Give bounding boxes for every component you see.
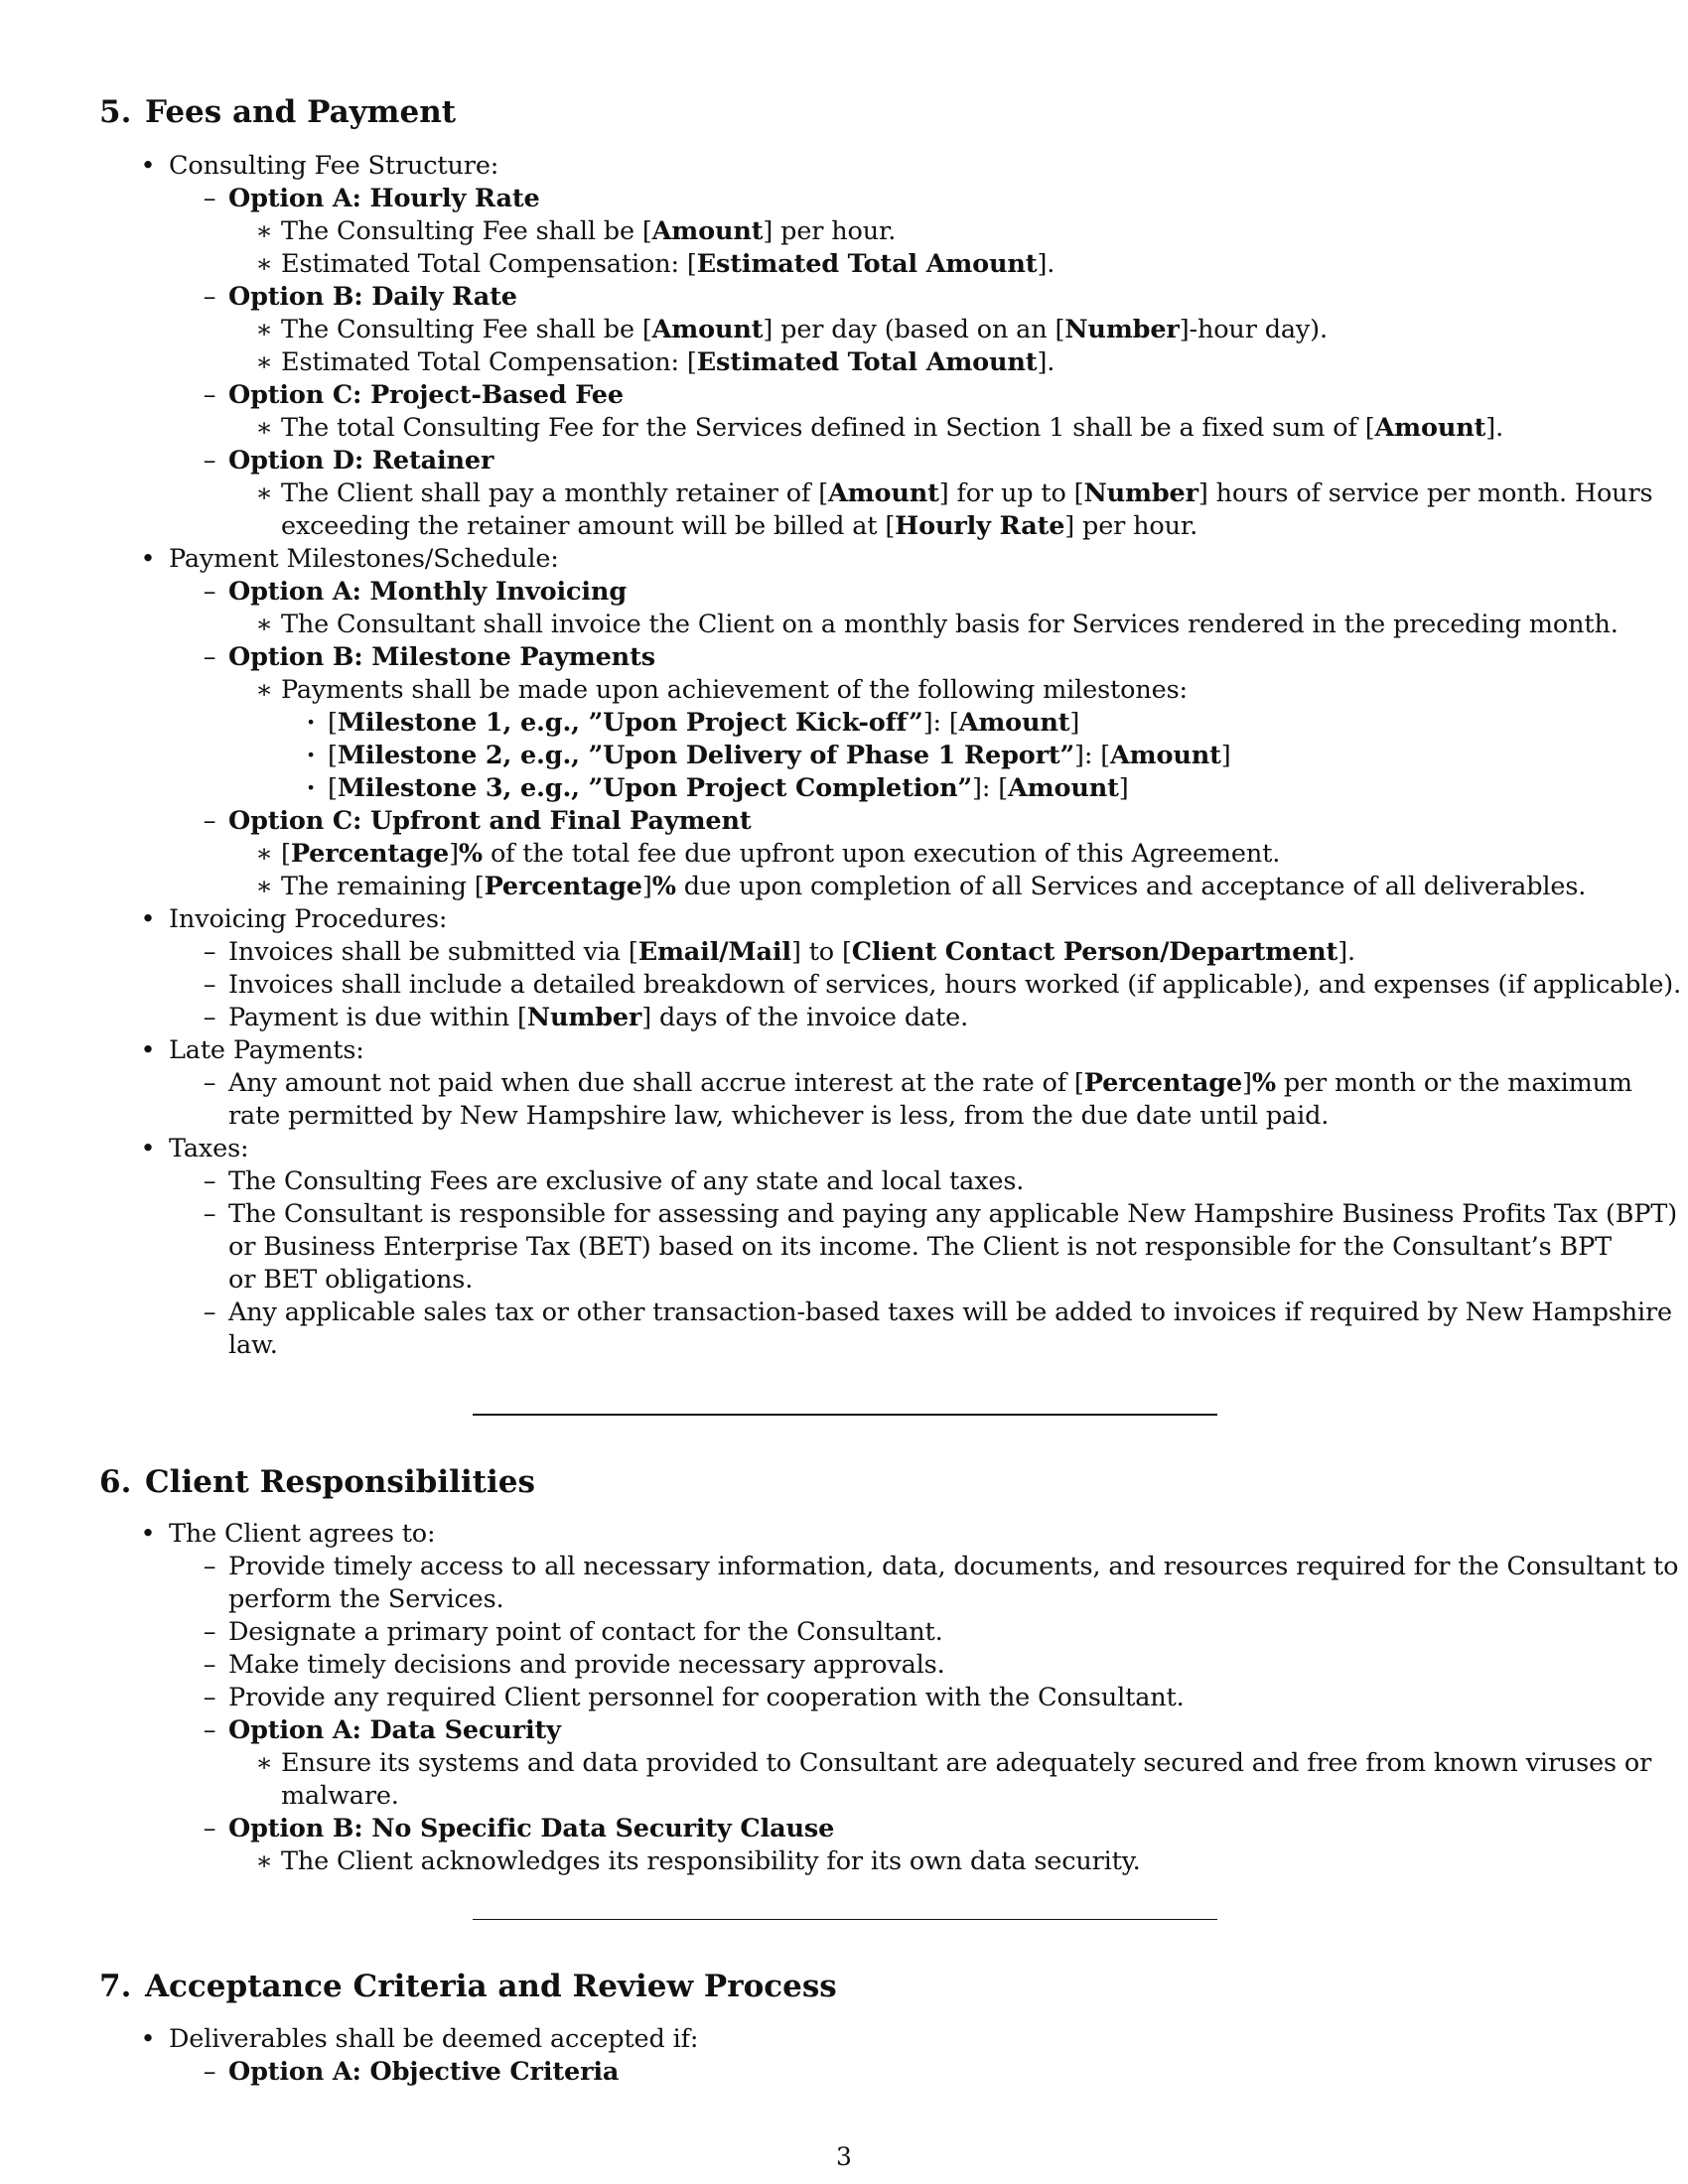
- list-item: • Taxes:: [140, 1134, 249, 1163]
- item-text: ] to [: [790, 937, 852, 967]
- item-text: ] days of the invoice date.: [641, 1003, 969, 1032]
- list-item: – Payment is due within [Number] days of the invoice date.: [203, 1003, 969, 1032]
- placeholder: Amount: [651, 315, 764, 344]
- page-number: 3: [836, 2142, 852, 2171]
- placeholder: Percentage: [484, 872, 642, 901]
- item-text: The Client shall pay a monthly retainer of [: [281, 478, 829, 508]
- item-text: Invoices shall include a detailed breakdown of services, hours worked (if applicable), and expenses (if applicable).: [228, 970, 1682, 1000]
- list-item-continued: or Business Enterprise Tax (BET) based on its income. The Client is not responsible for the Consultant’s BPT: [228, 1232, 1612, 1262]
- item-text: The remaining [: [281, 872, 485, 901]
- section-number: 7.: [99, 1969, 132, 2004]
- section-title: Client Responsibilities: [145, 1464, 535, 1500]
- section-number: 5.: [99, 94, 132, 130]
- section-divider: [473, 1414, 1217, 1416]
- list-item: ∗ The remaining [Percentage]% due upon completion of all Services and acceptance of all deliverables.: [255, 872, 1587, 901]
- option-title: Option C: Upfront and Final Payment: [228, 806, 752, 836]
- section-6-heading: [99, 1464, 535, 1500]
- item-text: ].: [1037, 249, 1055, 279]
- placeholder: Number: [1083, 478, 1198, 508]
- list-item: – Option A: Objective Criteria: [203, 2057, 620, 2087]
- list-item: • Deliverables shall be deemed accepted if:: [140, 2024, 699, 2054]
- item-text: of the total fee due upfront upon execution of this Agreement.: [490, 839, 1281, 869]
- item-text: The Consulting Fee shall be [: [281, 216, 652, 246]
- placeholder: Amount: [1110, 741, 1221, 770]
- list-item: – The Consulting Fees are exclusive of any state and local taxes.: [203, 1166, 1025, 1196]
- list-item: – Option B: No Specific Data Security Clause: [203, 1814, 835, 1843]
- placeholder: Amount: [1008, 773, 1119, 803]
- list-item: – Option A: Monthly Invoicing: [203, 577, 627, 607]
- list-item: ∗ Estimated Total Compensation: [Estimated Total Amount].: [255, 347, 1055, 377]
- list-item: ∗ Ensure its systems and data provided to Consultant are adequately secured and free from known viruses or: [255, 1748, 1652, 1778]
- list-item-continued: perform the Services.: [228, 1584, 504, 1614]
- placeholder: Estimated Total Amount: [696, 347, 1038, 377]
- placeholder: Percentage: [290, 839, 450, 869]
- item-text: ].: [1485, 413, 1504, 443]
- list-item: – Option A: Hourly Rate: [203, 184, 540, 213]
- list-item: – Provide timely access to all necessary information, data, documents, and resources required for the Consultant to: [203, 1552, 1679, 1581]
- list-item-continued: [281, 510, 1197, 543]
- list-item: – Provide any required Client personnel for cooperation with the Consultant.: [203, 1683, 1185, 1712]
- list-item: · [Milestone 3, e.g., ”Upon Project Completion”]: [Amount]: [306, 773, 1129, 803]
- item-text: Consulting Fee Structure:: [169, 151, 499, 181]
- item-text: Late Payments:: [169, 1035, 364, 1065]
- item-text: ] for up to [: [938, 478, 1084, 508]
- list-item: – Option C: Upfront and Final Payment: [203, 806, 752, 836]
- list-item: – Invoices shall be submitted via [Email/Mail] to [Client Contact Person/Department].: [203, 937, 1355, 967]
- list-item: • Invoicing Procedures:: [140, 904, 448, 934]
- option-title: Option B: Milestone Payments: [228, 642, 655, 672]
- option-title: Option C: Project-Based Fee: [228, 380, 624, 410]
- list-item: – Option B: Daily Rate: [203, 282, 517, 312]
- list-item-continued: malware.: [281, 1781, 399, 1811]
- placeholder: Hourly Rate: [895, 511, 1065, 541]
- item-text: ].: [1037, 347, 1055, 377]
- placeholder: Estimated Total Amount: [696, 249, 1038, 279]
- list-item: – Any applicable sales tax or other transaction-based taxes will be added to invoices if required by New Hampshire: [203, 1297, 1672, 1327]
- list-item: – Option D: Retainer: [203, 446, 494, 476]
- item-text: The Consulting Fees are exclusive of any state and local taxes.: [228, 1166, 1025, 1196]
- option-title: Option B: Daily Rate: [228, 282, 517, 312]
- item-text: Invoicing Procedures:: [169, 904, 448, 934]
- item-text: exceeding the retainer amount will be billed at [: [281, 511, 896, 541]
- option-title: Option A: Hourly Rate: [228, 184, 540, 213]
- placeholder: Number: [526, 1003, 642, 1032]
- section-number: 6.: [99, 1464, 132, 1500]
- list-item: – Designate a primary point of contact for the Consultant.: [203, 1617, 943, 1647]
- section-divider: [473, 1919, 1217, 1920]
- item-text: The Consulting Fee shall be [: [281, 315, 652, 344]
- item-text: ] hours of service per month. Hours: [1197, 478, 1653, 508]
- list-item: ∗ The Client acknowledges its responsibility for its own data security.: [255, 1846, 1141, 1876]
- list-item: – Any amount not paid when due shall accrue interest at the rate of [Percentage]% per month or the maximum: [203, 1068, 1632, 1098]
- list-item: ∗ The Consulting Fee shall be [Amount] per day (based on an [Number]-hour day).: [255, 315, 1328, 344]
- item-text: The Consultant is responsible for assessing and paying any applicable New Hampshire Business Profits Tax (BPT): [228, 1199, 1678, 1229]
- list-item: – Invoices shall include a detailed breakdown of services, hours worked (if applicable), and expenses (if applicable).: [203, 970, 1682, 1000]
- placeholder: Amount: [958, 708, 1070, 738]
- item-text: Any amount not paid when due shall accrue interest at the rate of [: [228, 1068, 1084, 1098]
- list-item: ∗ The Consultant shall invoice the Client on a monthly basis for Services rendered in the preceding month.: [255, 610, 1618, 639]
- option-title: Option D: Retainer: [228, 446, 494, 476]
- list-item: – Option C: Project-Based Fee: [203, 380, 624, 410]
- item-text: Payment is due within [: [228, 1003, 527, 1032]
- item-text: Designate a primary point of contact for the Consultant.: [228, 1617, 943, 1647]
- item-text: Taxes:: [169, 1134, 249, 1163]
- option-title: Option A: Data Security: [228, 1715, 561, 1745]
- item-text: ] per day (based on an [: [763, 315, 1065, 344]
- item-text: Estimated Total Compensation: [: [281, 249, 697, 279]
- list-item: ∗ The Client shall pay a monthly retainer of [Amount] for up to [Number] hours of service per month. Hours: [255, 478, 1653, 508]
- item-text: Deliverables shall be deemed accepted if:: [169, 2024, 699, 2054]
- item-text: Provide timely access to all necessary information, data, documents, and resources required for the Consultant to: [228, 1552, 1679, 1581]
- list-item: ∗ Payments shall be made upon achievement of the following milestones:: [255, 675, 1188, 705]
- item-text: ].: [1337, 937, 1355, 967]
- item-text: Provide any required Client personnel for cooperation with the Consultant.: [228, 1683, 1185, 1712]
- placeholder: Number: [1064, 315, 1180, 344]
- item-text: Estimated Total Compensation: [: [281, 347, 697, 377]
- item-text: per month or the maximum: [1283, 1068, 1632, 1098]
- placeholder: Client Contact Person/Department: [851, 937, 1338, 967]
- list-item: · [Milestone 2, e.g., ”Upon Delivery of Phase 1 Report”]: [Amount]: [306, 741, 1231, 770]
- list-item: · [Milestone 1, e.g., ”Upon Project Kick-off”]: [Amount]: [306, 708, 1080, 738]
- item-text: ]-hour day).: [1179, 315, 1328, 344]
- placeholder: Milestone 3, e.g., ”Upon Project Completion”: [337, 773, 973, 803]
- list-item: ∗ [Percentage]% of the total fee due upfront upon execution of this Agreement.: [255, 839, 1281, 869]
- placeholder: Amount: [651, 216, 764, 246]
- list-item: • Consulting Fee Structure:: [140, 151, 499, 181]
- item-text: The Client agrees to:: [169, 1519, 436, 1549]
- list-item: – Option B: Milestone Payments: [203, 642, 655, 672]
- placeholder: Milestone 1, e.g., ”Upon Project Kick-off”: [337, 708, 923, 738]
- item-text: ] per hour.: [1064, 511, 1198, 541]
- section-title: Acceptance Criteria and Review Process: [145, 1969, 837, 2004]
- item-text: ] per hour.: [763, 216, 897, 246]
- placeholder: Milestone 2, e.g., ”Upon Delivery of Phase 1 Report”: [337, 741, 1075, 770]
- list-item-continued: law.: [228, 1330, 278, 1360]
- item-text: Payment Milestones/Schedule:: [169, 544, 559, 574]
- section-7-heading: [99, 1969, 837, 2004]
- item-text: Payments shall be made upon achievement of the following milestones:: [281, 675, 1188, 705]
- section-title: Fees and Payment: [145, 94, 457, 130]
- item-text: The total Consulting Fee for the Services defined in Section 1 shall be a fixed sum of [: [281, 413, 1375, 443]
- list-item: – Make timely decisions and provide necessary approvals.: [203, 1650, 945, 1680]
- list-item: • Payment Milestones/Schedule:: [140, 544, 559, 574]
- list-item: • Late Payments:: [140, 1035, 364, 1065]
- placeholder: Percentage: [1083, 1068, 1243, 1098]
- item-text: Any applicable sales tax or other transaction-based taxes will be added to invoices if required by New Hampshire: [228, 1297, 1672, 1327]
- list-item: ∗ Estimated Total Compensation: [Estimated Total Amount].: [255, 249, 1055, 279]
- list-item-continued: or BET obligations.: [228, 1265, 474, 1295]
- placeholder: Amount: [828, 478, 939, 508]
- list-item: ∗ The Consulting Fee shall be [Amount] per hour.: [255, 216, 897, 246]
- list-item: – The Consultant is responsible for assessing and paying any applicable New Hampshire Business Profits Tax (BPT): [203, 1199, 1678, 1229]
- item-text: Ensure its systems and data provided to Consultant are adequately secured and free from known viruses or: [281, 1748, 1652, 1778]
- list-item-continued: rate permitted by New Hampshire law, whichever is less, from the due date until paid.: [228, 1101, 1330, 1131]
- item-text: Make timely decisions and provide necessary approvals.: [228, 1650, 945, 1680]
- item-text: The Client acknowledges its responsibility for its own data security.: [281, 1846, 1141, 1876]
- placeholder: Amount: [1374, 413, 1486, 443]
- item-text: Invoices shall be submitted via [: [228, 937, 638, 967]
- section-5-heading: [99, 94, 456, 130]
- list-item: ∗ The total Consulting Fee for the Services defined in Section 1 shall be a fixed sum of [Amount].: [255, 413, 1504, 443]
- option-title: Option A: Objective Criteria: [228, 2057, 620, 2087]
- option-title: Option B: No Specific Data Security Clause: [228, 1814, 835, 1843]
- placeholder: Email/Mail: [637, 937, 791, 967]
- option-title: Option A: Monthly Invoicing: [228, 577, 627, 607]
- item-text: The Consultant shall invoice the Client on a monthly basis for Services rendered in the preceding month.: [281, 610, 1618, 639]
- list-item: – Option A: Data Security: [203, 1715, 561, 1745]
- item-text: due upon completion of all Services and acceptance of all deliverables.: [683, 872, 1587, 901]
- list-item: • The Client agrees to:: [140, 1519, 436, 1549]
